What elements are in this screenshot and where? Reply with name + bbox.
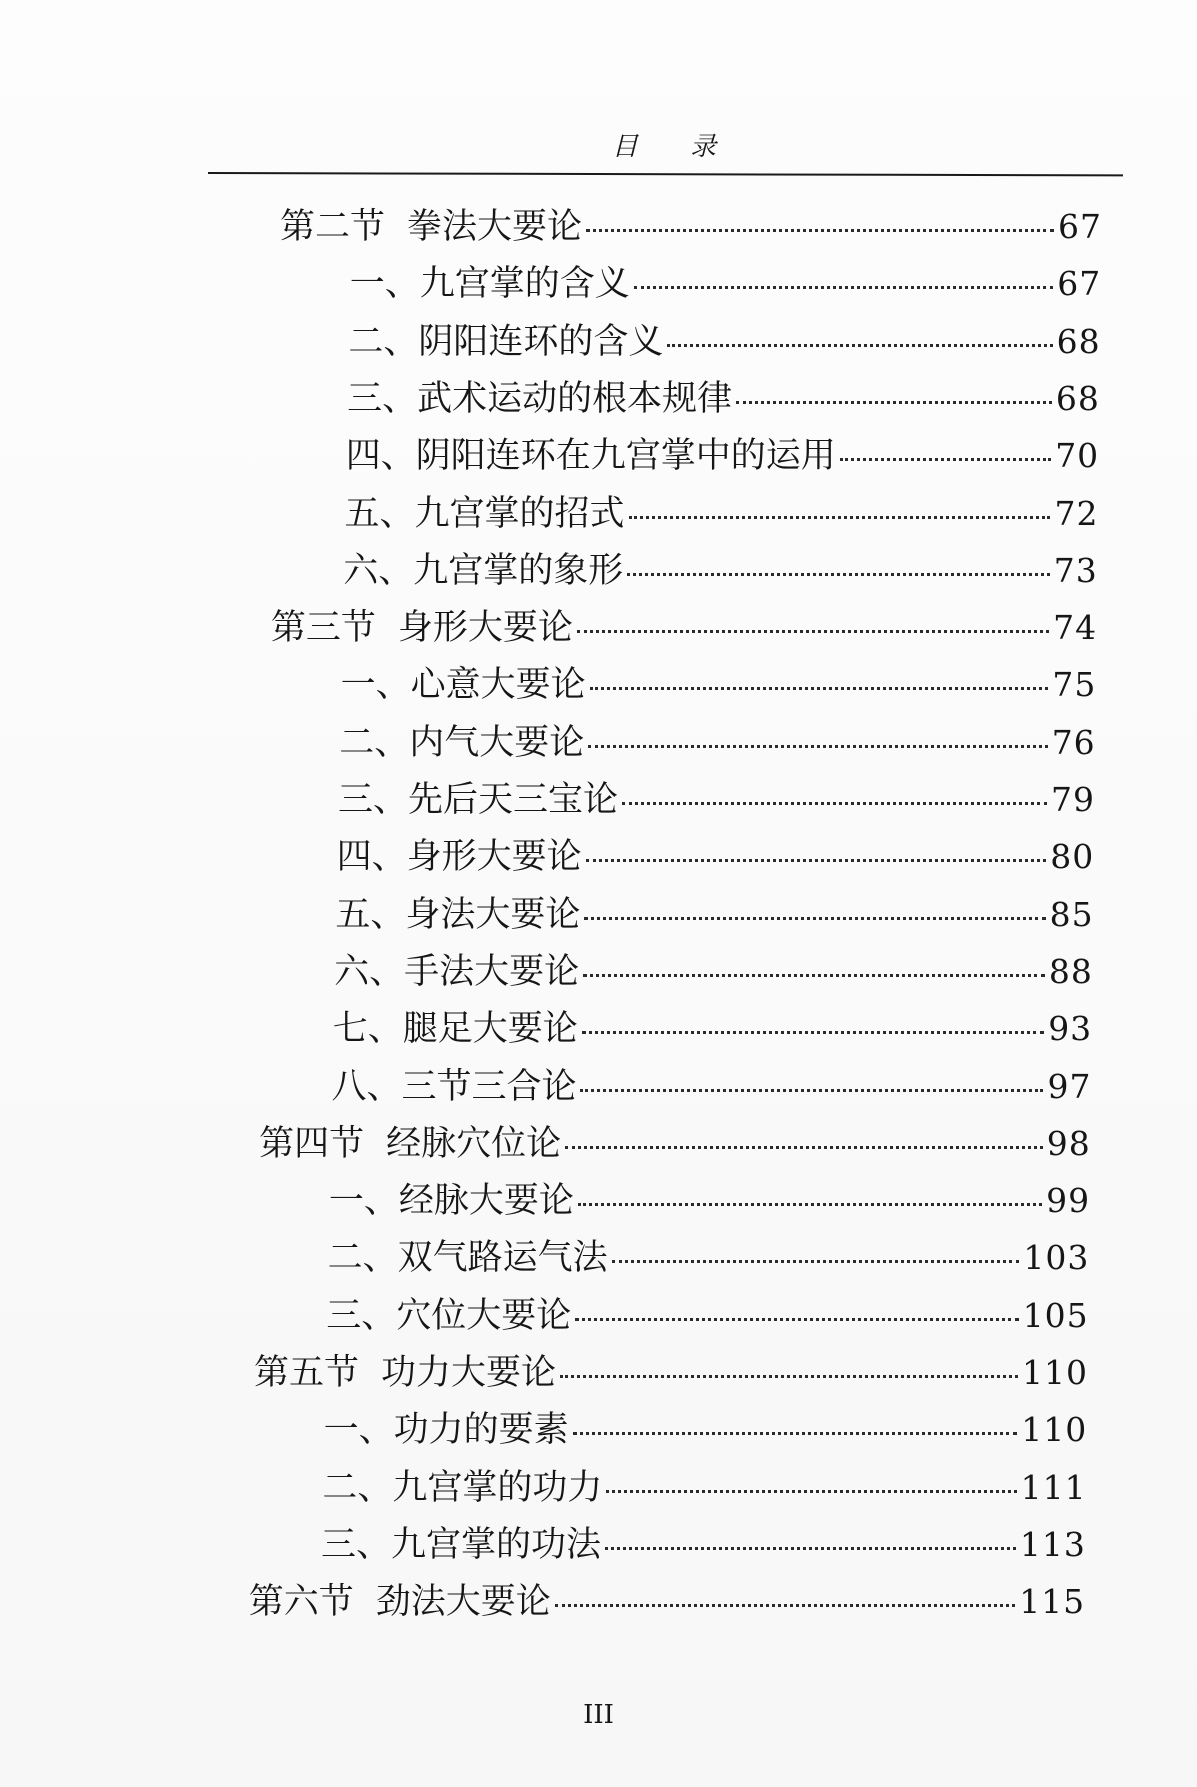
toc-entry-title: 二、内气大要论 [339,722,585,763]
toc-entry-title: 六、手法大要论 [334,951,580,992]
toc-entry-title: 功力大要论 [380,1353,556,1393]
toc-dot-leader [622,802,1047,805]
toc-page-number: 72 [1054,493,1099,533]
toc-entry-title: 三、先后天三宝论 [337,780,618,820]
toc-page-number: 98 [1046,1123,1091,1163]
toc-item-entry [346,434,1099,478]
toc-entry-title: 一、心意大要论 [340,665,586,706]
toc-page-number: 73 [1053,550,1098,590]
toc-item-entry [347,377,1100,421]
toc-item-entry [344,492,1098,536]
toc-page-number: 68 [1056,321,1101,361]
toc-page-number: 75 [1052,665,1097,705]
toc-section-entry [249,1580,1085,1624]
toc-item-entry [350,262,1102,306]
toc-entry-title: 一、九宫掌的含义 [349,264,630,305]
toc-page-number: 85 [1049,894,1094,934]
toc-page-number: 113 [1019,1524,1086,1564]
toc-section-label: 第五节 [253,1353,359,1393]
toc-section-label: 第六节 [248,1582,354,1623]
toc-section-entry [254,1351,1088,1395]
toc-dot-leader [840,458,1051,461]
toc-page-number: 76 [1051,722,1096,762]
toc-dot-leader [629,516,1051,519]
toc-section-label: 第四节 [259,1123,365,1164]
toc-dot-leader [565,1146,1043,1149]
toc-page-number: 79 [1050,780,1095,819]
toc-dot-leader [634,286,1054,289]
toc-entry-title: 二、双气路运气法 [327,1238,608,1279]
toc-section-label: 第二节 [280,207,386,247]
toc-page-number: 115 [1019,1582,1086,1622]
page-folio: III [583,1700,614,1730]
toc-item-entry [348,320,1100,364]
toc-dot-leader [578,1203,1042,1206]
toc-page-number: 99 [1046,1181,1091,1221]
toc-entry-title: 身形大要论 [397,608,573,649]
running-head: 目 录 [611,132,739,162]
toc-item-entry [341,663,1097,707]
toc-entry-title: 经脉穴位论 [386,1123,562,1164]
toc-page-number: 67 [1057,264,1102,304]
toc-entry-title: 四、身形大要论 [336,837,582,878]
toc-page-number: 110 [1021,1410,1088,1450]
toc-item-entry [338,778,1095,822]
toc-page-number: 97 [1047,1066,1092,1106]
toc-item-entry [339,721,1095,765]
toc-entry-title: 四、阴阳连环在九宫掌中的运用 [345,436,836,477]
toc-page-number: 105 [1022,1295,1089,1335]
toc-dot-leader [584,917,1045,920]
toc-section-entry [280,205,1102,249]
toc-dot-leader [575,1318,1018,1321]
toc-section-entry [259,1122,1091,1166]
toc-item-entry [343,549,1098,593]
toc-entry-title: 二、九宫掌的功力 [322,1467,603,1508]
toc-dot-leader [586,229,1054,232]
toc-dot-leader [560,1375,1018,1378]
toc-dot-leader [577,630,1049,633]
toc-section-entry [271,606,1097,650]
toc-dot-leader [667,344,1052,347]
toc-entry-title: 七、腿足大要论 [332,1009,578,1050]
toc-entry-title: 八、三节三合论 [331,1066,577,1107]
toc-dot-leader [605,1547,1016,1550]
toc-item-entry [328,1236,1090,1280]
toc-entry-title: 一、功力的要素 [323,1410,569,1451]
toc-dot-leader [736,401,1052,404]
toc-page-number: 68 [1055,378,1100,418]
toc-item-entry [321,1523,1086,1567]
toc-dot-leader [606,1490,1016,1493]
toc-page-number: 111 [1020,1467,1087,1507]
toc-dot-leader [555,1604,1015,1607]
toc-dot-leader [588,745,1047,748]
toc-item-entry [334,950,1093,994]
toc-dot-leader [573,1432,1018,1435]
toc-item-entry [335,893,1093,937]
toc-dot-leader [580,1089,1043,1092]
toc-page-number: 103 [1023,1238,1090,1278]
toc-dot-leader [583,974,1045,977]
toc-entry-title: 三、九宫掌的功法 [321,1524,602,1565]
toc-page-number: 88 [1048,951,1093,991]
toc-page-number: 74 [1053,608,1098,648]
toc-entry-title: 三、穴位大要论 [326,1295,572,1336]
toc-item-entry [333,1007,1092,1051]
toc-section-label: 第三节 [270,608,376,649]
toc-item-entry [326,1294,1088,1338]
toc-page-number: 80 [1050,837,1095,877]
toc-dot-leader [612,1260,1020,1263]
toc-page-number: 67 [1058,207,1102,246]
toc-entry-title: 二、阴阳连环的含义 [348,321,664,362]
toc-entry-title: 三、武术运动的根本规律 [347,378,733,419]
toc-page-number: 70 [1055,436,1100,476]
toc-entry-title: 劲法大要论 [375,1582,551,1623]
toc-entry-title: 一、经脉大要论 [328,1181,574,1222]
toc-item-entry [324,1408,1088,1452]
toc-dot-leader [590,687,1049,690]
toc-entry-title: 五、身法大要论 [335,894,581,935]
toc-page-number: 93 [1048,1009,1093,1049]
toc-entry-title: 拳法大要论 [407,207,583,247]
toc-dot-leader [586,859,1047,862]
toc-dot-leader [627,573,1050,576]
toc-page-number: 110 [1021,1353,1088,1392]
toc-entry-title: 六、九宫掌的象形 [343,550,624,591]
toc-item-entry [337,835,1095,879]
toc-entry-title: 五、九宫掌的招式 [344,493,625,534]
toc-item-entry [322,1466,1086,1510]
toc-dot-leader [582,1031,1044,1034]
toc-item-entry [331,1065,1091,1109]
toc-item-entry [329,1179,1090,1223]
